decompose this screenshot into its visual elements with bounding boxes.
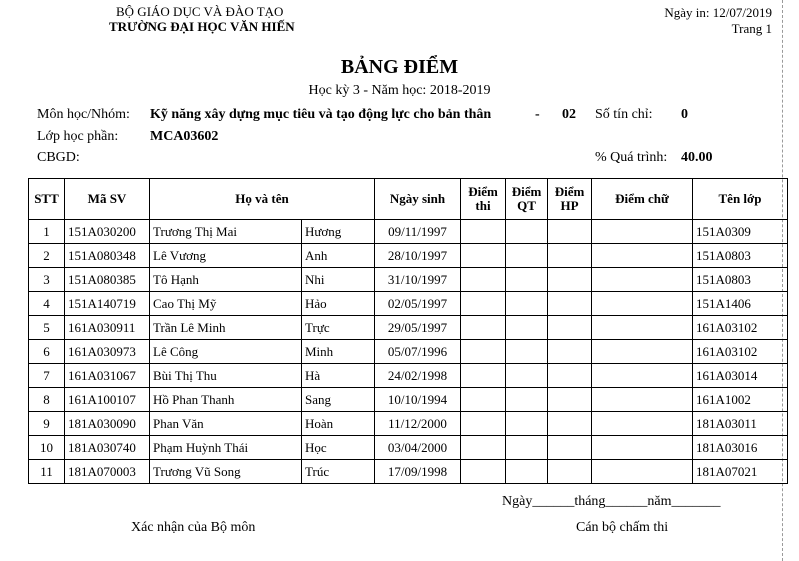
cell-student-id: 161A031067 — [65, 364, 150, 388]
cell-student-id: 161A100107 — [65, 388, 150, 412]
cell-process-score — [506, 244, 548, 268]
cell-dob: 02/05/1997 — [375, 292, 461, 316]
cell-first-name: Hoàn — [302, 412, 375, 436]
cell-dob: 31/10/1997 — [375, 268, 461, 292]
cell-exam-score — [461, 388, 506, 412]
cell-letter-grade — [592, 388, 693, 412]
table-row — [29, 316, 788, 340]
cell-student-id: 161A030973 — [65, 340, 150, 364]
cell-process-score — [506, 460, 548, 484]
cell-exam-score — [461, 316, 506, 340]
cell-stt: 2 — [29, 244, 65, 268]
cell-last-name: Bùi Thị Thu — [150, 364, 302, 388]
cell-course-score — [548, 268, 592, 292]
ministry-name: BỘ GIÁO DỤC VÀ ĐÀO TẠO — [116, 4, 284, 19]
cell-last-name: Phan Văn — [150, 412, 302, 436]
cell-course-score — [548, 316, 592, 340]
cell-class-name: 161A03014 — [693, 364, 788, 388]
subject-label: Môn học/Nhóm: — [37, 107, 130, 122]
header-dob: Ngày sinh — [375, 179, 461, 220]
page-number: Trang 1 — [731, 21, 772, 36]
cell-letter-grade — [592, 220, 693, 244]
cell-stt: 8 — [29, 388, 65, 412]
table-row — [29, 220, 788, 244]
credits-label: Số tín chỉ: — [595, 107, 653, 122]
cell-first-name: Hương — [302, 220, 375, 244]
cell-exam-score — [461, 268, 506, 292]
cell-exam-score — [461, 436, 506, 460]
cell-first-name: Nhi — [302, 268, 375, 292]
cell-exam-score — [461, 412, 506, 436]
table-row — [29, 364, 788, 388]
cell-class-name: 151A0803 — [693, 244, 788, 268]
cell-dob: 09/11/1997 — [375, 220, 461, 244]
semester-line: Học kỳ 3 - Năm học: 2018-2019 — [308, 83, 491, 98]
cell-course-score — [548, 388, 592, 412]
cell-process-score — [506, 316, 548, 340]
cell-first-name: Hà — [302, 364, 375, 388]
cell-last-name: Cao Thị Mỹ — [150, 292, 302, 316]
cell-student-id: 161A030911 — [65, 316, 150, 340]
cell-letter-grade — [592, 292, 693, 316]
cell-stt: 6 — [29, 340, 65, 364]
cell-letter-grade — [592, 316, 693, 340]
cell-letter-grade — [592, 412, 693, 436]
table-row — [29, 244, 788, 268]
table-row — [29, 388, 788, 412]
grader-signature: Cán bộ chấm thi — [576, 520, 669, 535]
cell-stt: 7 — [29, 364, 65, 388]
date-signature-line: Ngày______tháng______năm_______ — [502, 494, 721, 509]
header-process-score: Điểm QT — [506, 179, 548, 220]
cell-student-id: 151A080348 — [65, 244, 150, 268]
header-stt: STT — [29, 179, 65, 220]
table-row — [29, 412, 788, 436]
cell-process-score — [506, 340, 548, 364]
cell-dob: 11/12/2000 — [375, 412, 461, 436]
cell-process-score — [506, 412, 548, 436]
cell-dob: 29/05/1997 — [375, 316, 461, 340]
cell-process-score — [506, 388, 548, 412]
class-label: Lớp học phần: — [37, 129, 119, 144]
cell-last-name: Lê Vương — [150, 244, 302, 268]
class-code: MCA03602 — [150, 129, 219, 144]
cell-letter-grade — [592, 364, 693, 388]
cell-student-id: 181A030740 — [65, 436, 150, 460]
department-confirmation: Xác nhận của Bộ môn — [131, 520, 256, 535]
cell-last-name: Phạm Huỳnh Thái — [150, 436, 302, 460]
lecturer-label: CBGD: — [37, 150, 80, 165]
cell-class-name: 151A0803 — [693, 268, 788, 292]
cell-stt: 3 — [29, 268, 65, 292]
grades-table — [28, 178, 788, 484]
cell-course-score — [548, 412, 592, 436]
header-letter-grade: Điểm chữ — [592, 179, 693, 220]
cell-first-name: Hảo — [302, 292, 375, 316]
header-exam-score: Điểm thi — [461, 179, 506, 220]
cell-dob: 10/10/1994 — [375, 388, 461, 412]
cell-class-name: 161A1002 — [693, 388, 788, 412]
cell-last-name: Hồ Phan Thanh — [150, 388, 302, 412]
cell-course-score — [548, 460, 592, 484]
cell-course-score — [548, 436, 592, 460]
cell-stt: 5 — [29, 316, 65, 340]
cell-class-name: 181A07021 — [693, 460, 788, 484]
cell-course-score — [548, 292, 592, 316]
cell-dob: 03/04/2000 — [375, 436, 461, 460]
table-row — [29, 292, 788, 316]
cell-last-name: Lê Công — [150, 340, 302, 364]
group-number: 02 — [562, 107, 576, 122]
cell-student-id: 181A070003 — [65, 460, 150, 484]
credits-value: 0 — [681, 107, 688, 122]
cell-process-score — [506, 364, 548, 388]
cell-letter-grade — [592, 244, 693, 268]
process-label: % Quá trình: — [595, 150, 668, 165]
cell-last-name: Tô Hạnh — [150, 268, 302, 292]
cell-student-id: 181A030090 — [65, 412, 150, 436]
cell-class-name: 181A03011 — [693, 412, 788, 436]
cell-letter-grade — [592, 460, 693, 484]
cell-letter-grade — [592, 340, 693, 364]
cell-student-id: 151A080385 — [65, 268, 150, 292]
cell-process-score — [506, 220, 548, 244]
cell-course-score — [548, 340, 592, 364]
cell-dob: 17/09/1998 — [375, 460, 461, 484]
table-row — [29, 340, 788, 364]
cell-course-score — [548, 364, 592, 388]
cell-process-score — [506, 436, 548, 460]
print-date: Ngày in: 12/07/2019 — [664, 5, 772, 20]
cell-exam-score — [461, 340, 506, 364]
cell-student-id: 151A140719 — [65, 292, 150, 316]
cell-process-score — [506, 292, 548, 316]
subject-name: Kỹ năng xây dựng mục tiêu và tạo động lực cho bản thân — [150, 107, 492, 122]
table-row — [29, 460, 788, 484]
cell-dob: 05/07/1996 — [375, 340, 461, 364]
cell-first-name: Anh — [302, 244, 375, 268]
cell-exam-score — [461, 292, 506, 316]
cell-stt: 10 — [29, 436, 65, 460]
cell-last-name: Trương Thị Mai — [150, 220, 302, 244]
header-class-name: Tên lớp — [693, 179, 788, 220]
cell-class-name: 181A03016 — [693, 436, 788, 460]
cell-first-name: Minh — [302, 340, 375, 364]
cell-exam-score — [461, 220, 506, 244]
cell-exam-score — [461, 460, 506, 484]
cell-letter-grade — [592, 268, 693, 292]
table-header-row — [29, 179, 788, 220]
document-title: BẢNG ĐIỂM — [340, 56, 459, 78]
school-name: TRƯỜNG ĐẠI HỌC VĂN HIẾN — [109, 19, 295, 34]
cell-course-score — [548, 244, 592, 268]
cell-class-name: 151A0309 — [693, 220, 788, 244]
cell-first-name: Trực — [302, 316, 375, 340]
cell-stt: 1 — [29, 220, 65, 244]
cell-last-name: Trương Vũ Song — [150, 460, 302, 484]
cell-course-score — [548, 220, 592, 244]
process-value: 40.00 — [681, 150, 713, 165]
cell-class-name: 151A1406 — [693, 292, 788, 316]
cell-stt: 4 — [29, 292, 65, 316]
cell-process-score — [506, 268, 548, 292]
header-course-score: Điểm HP — [548, 179, 592, 220]
header-student-id: Mã SV — [65, 179, 150, 220]
cell-first-name: Trúc — [302, 460, 375, 484]
subject-dash: - — [535, 107, 540, 122]
header-full-name: Họ và tên — [150, 179, 375, 220]
cell-stt: 11 — [29, 460, 65, 484]
table-row — [29, 436, 788, 460]
cell-class-name: 161A03102 — [693, 316, 788, 340]
cell-first-name: Học — [302, 436, 375, 460]
table-row — [29, 268, 788, 292]
cell-dob: 24/02/1998 — [375, 364, 461, 388]
cell-stt: 9 — [29, 412, 65, 436]
cell-class-name: 161A03102 — [693, 340, 788, 364]
cell-letter-grade — [592, 436, 693, 460]
cell-dob: 28/10/1997 — [375, 244, 461, 268]
cell-exam-score — [461, 364, 506, 388]
cell-exam-score — [461, 244, 506, 268]
cell-last-name: Trần Lê Minh — [150, 316, 302, 340]
cell-student-id: 151A030200 — [65, 220, 150, 244]
cell-first-name: Sang — [302, 388, 375, 412]
